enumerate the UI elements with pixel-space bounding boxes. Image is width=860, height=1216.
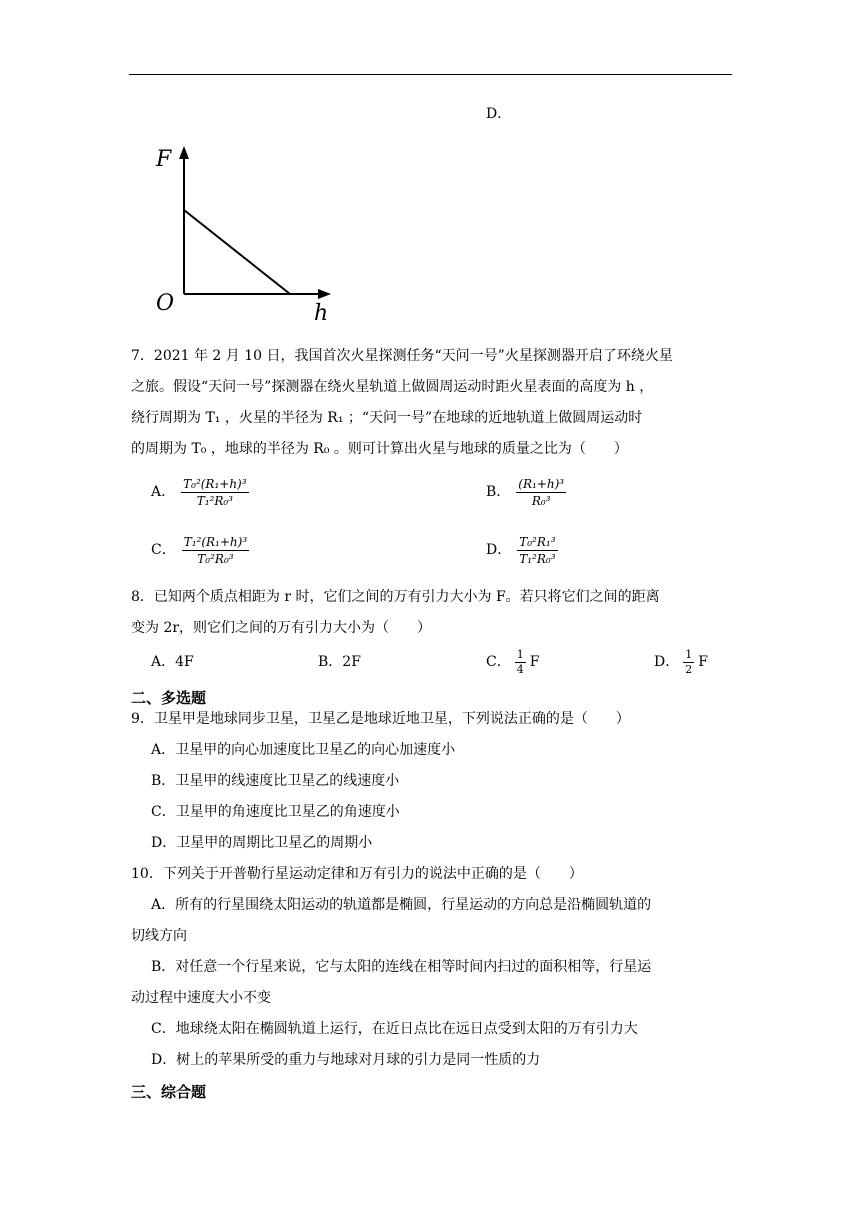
q8-option-c-label: C． xyxy=(486,654,511,670)
y-axis-arrow xyxy=(179,146,189,159)
q7-option-a-numerator: T₀²(R₁+h)³ xyxy=(183,476,247,491)
q10-option-a-line-1[interactable]: A．所有的行星围绕太阳运动的轨道都是椭圆，行星运动的方向总是沿椭圆轨道的 xyxy=(151,897,652,913)
q9-option-b[interactable]: B．卫星甲的线速度比卫星乙的线速度小 xyxy=(151,773,400,789)
q10-option-a-line-2[interactable]: 切线方向 xyxy=(131,928,187,944)
q7-option-c-denominator: T₀²R₀³ xyxy=(197,551,234,566)
q7-option-d-numerator: T₀²R₁³ xyxy=(519,534,556,549)
y-axis-label: F xyxy=(156,147,172,172)
q7-option-a-denominator: T₁²R₀³ xyxy=(196,493,233,508)
q10-option-c[interactable]: C．地球绕太阳在椭圆轨道上运行，在近日点比在远日点受到太阳的万有引力大 xyxy=(151,1021,638,1037)
q10-option-b-line-1[interactable]: B．对任意一个行星来说，它与太阳的连线在相等时间内扫过的面积相等，行星运 xyxy=(151,959,652,975)
q8-option-c-denominator: 4 xyxy=(516,662,524,676)
q10-option-d[interactable]: D．树上的苹果所受的重力与地球对月球的引力是同一性质的力 xyxy=(151,1052,541,1068)
header-rule xyxy=(129,74,732,75)
q8-option-d[interactable] xyxy=(654,646,708,678)
q8-option-c-numerator: 1 xyxy=(516,647,524,661)
q7-line-4: 的周期为 T₀ ，地球的半径为 R₀ 。则可计算出火星与地球的质量之比为（ ） xyxy=(131,441,628,457)
q7-option-d-label: D． xyxy=(486,542,512,558)
q8-option-a-text: A．4F xyxy=(151,654,194,670)
q7-line-3: 绕行周期为 T₁ ，火星的半径为 R₁ ；“天问一号”在地球的近地轨道上做圆周运动时 xyxy=(131,410,643,426)
q7-option-c[interactable] xyxy=(151,528,249,572)
q8-option-d-label: D． xyxy=(654,654,680,670)
q7-option-c-fraction xyxy=(182,535,249,566)
q10-option-b-line-2[interactable]: 动过程中速度大小不变 xyxy=(131,990,271,1006)
q10-stem: 10．下列关于开普勒行星运动定律和万有引力的说法中正确的是（ ） xyxy=(131,866,583,882)
q7-option-a-fraction xyxy=(181,477,248,508)
q7-option-c-numerator: T₁²(R₁+h)³ xyxy=(183,534,248,549)
q9-option-c[interactable]: C．卫星甲的角速度比卫星乙的角速度小 xyxy=(151,804,400,820)
q8-option-d-suffix: F xyxy=(698,654,708,670)
force-line xyxy=(184,210,290,294)
origin-label: O xyxy=(156,291,175,316)
q7-option-c-label: C． xyxy=(151,542,176,558)
q8-option-c-fraction xyxy=(515,649,526,676)
q7-option-d[interactable] xyxy=(486,528,558,572)
q7-option-b[interactable] xyxy=(486,470,566,514)
q7-option-b-label: B． xyxy=(486,484,511,500)
q9-stem: 9．卫星甲是地球同步卫星，卫星乙是地球近地卫星，下列说法正确的是（ ） xyxy=(131,711,630,727)
q8-option-d-numerator: 1 xyxy=(685,647,693,661)
q7-option-d-denominator: T₁²R₀³ xyxy=(519,551,556,566)
top-option-d: D． xyxy=(486,106,512,122)
q7-line-2: 之旅。假设“天问一号”探测器在绕火星轨道上做圆周运动时距火星表面的高度为 h ， xyxy=(131,379,654,395)
q7-option-b-fraction xyxy=(516,477,566,508)
q7-option-b-numerator: (R₁+h)³ xyxy=(518,476,565,491)
q8-option-b-text: B．2F xyxy=(318,654,361,670)
q9-option-a[interactable]: A．卫星甲的向心加速度比卫星乙的向心加速度小 xyxy=(151,742,456,758)
q8-line-1: 8．已知两个质点相距为 r 时，它们之间的万有引力大小为 F。若只将它们之间的距离 xyxy=(131,589,660,605)
q8-option-d-denominator: 2 xyxy=(685,662,693,676)
q8-option-c[interactable] xyxy=(486,646,539,678)
q7-line-1: 7．2021 年 2 月 10 日，我国首次火星探测任务“天问一号”火星探测器开启了环绕火星 xyxy=(131,348,673,364)
q8-option-c-suffix: F xyxy=(529,654,540,670)
q7-option-d-fraction xyxy=(517,535,557,566)
q8-option-a[interactable] xyxy=(151,648,194,676)
force-height-graph xyxy=(150,140,340,330)
q8-line-2: 变为 2r，则它们之间的万有引力大小为（ ） xyxy=(131,620,432,636)
q8-option-b[interactable] xyxy=(318,648,361,676)
q7-option-a-label: A． xyxy=(151,484,176,500)
x-axis-arrow xyxy=(318,289,331,299)
q9-option-d[interactable]: D．卫星甲的周期比卫星乙的周期小 xyxy=(151,835,373,851)
q7-option-b-denominator: R₀³ xyxy=(531,493,551,508)
q7-option-a[interactable] xyxy=(151,470,249,514)
q8-option-d-fraction xyxy=(683,649,694,676)
section-comprehensive-heading: 三、综合题 xyxy=(131,1083,207,1101)
x-axis-label: h xyxy=(314,301,329,326)
section-multiple-choice-heading: 二、多选题 xyxy=(131,689,207,707)
